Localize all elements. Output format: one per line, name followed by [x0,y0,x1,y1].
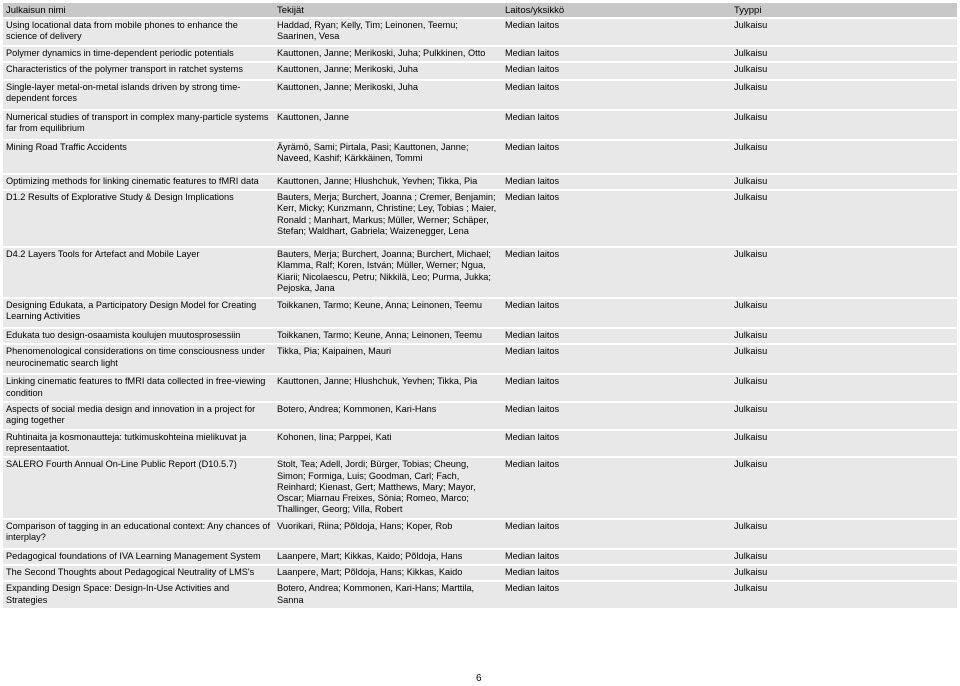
publication-title: The Second Thoughts about Pedagogical Neutrality of LMS's [3,565,274,581]
table-row [3,62,957,80]
table-row [3,519,957,549]
page-number: 6 [476,673,482,684]
table-row [3,430,957,458]
publication-department: Median laitos [502,18,731,46]
publication-title: Optimizing methods for linking cinematic features to fMRI data [3,174,274,190]
publication-authors: Bauters, Merja; Burchert, Joanna ; Cremer, Benjamin; Kerr, Micky; Kunzmann, Christine; Ley, Tobias ; Maier, Ronald ; Manhart, Markus; Müller, Werner; Schäper, Stefan; Waldhart, Gabriela; Waizenegger, Lena [274,190,502,247]
publication-title: Using locational data from mobile phones to enhance the science of delivery [3,18,274,46]
header-department: Laitos/yksikkö [502,3,731,18]
publication-authors: Kauttonen, Janne; Hlushchuk, Yevhen; Tikka, Pia [274,374,502,402]
publication-title: Phenomenological considerations on time consciousness under neurocinematic search light [3,344,274,374]
publication-title: Expanding Design Space: Design-In-Use Activities and Strategies [3,581,274,609]
publication-department: Median laitos [502,328,731,344]
publication-title: Edukata tuo design-osaamista koulujen muutosprosessiin [3,328,274,344]
publication-department: Median laitos [502,519,731,549]
publication-title: SALERO Fourth Annual On-Line Public Report (D10.5.7) [3,457,274,518]
table-row [3,174,957,190]
publication-department: Median laitos [502,46,731,62]
publication-department: Median laitos [502,247,731,298]
publication-department: Median laitos [502,581,731,609]
publication-type: Julkaisu [731,247,957,298]
publication-authors: Äyrämö, Sami; Pirtala, Pasi; Kauttonen, Janne; Naveed, Kashif; Kärkkäinen, Tommi [274,140,502,174]
publication-title: D1.2 Results of Explorative Study & Design Implications [3,190,274,247]
publication-title: Ruhtinaita ja kosmonautteja: tutkimuskohteina mielikuvat ja representaatiot. [3,430,274,458]
publication-authors: Kauttonen, Janne; Merikoski, Juha [274,80,502,110]
publication-type: Julkaisu [731,174,957,190]
publication-department: Median laitos [502,174,731,190]
table-row [3,46,957,62]
publication-authors: Stolt, Tea; Adell, Jordi; Bürger, Tobias; Cheung, Simon; Formiga, Luis; Goodman, Carl; Fach, Reinhard; Kienast, Gert; Matthews, Mary; Mayor, Oscar; Miarnau Freixes, Sònia; Romeo, Marco; Thallinger, Georg; Villa, Robert [274,457,502,518]
publication-authors: Bauters, Merja; Burchert, Joanna; Burchert, Michael; Klamma, Ralf; Koren, István; Müller, Werner; Ngua, Kiarii; Nicolaescu, Petru; Nikkilä, Leo; Purma, Jukka; Pejoska, Jana [274,247,502,298]
publication-department: Median laitos [502,80,731,110]
publication-type: Julkaisu [731,565,957,581]
publication-list [3,3,957,610]
publication-authors: Haddad, Ryan; Kelly, Tim; Leinonen, Teemu; Saarinen, Vesa [274,18,502,46]
publication-department: Median laitos [502,110,731,140]
publication-title: Mining Road Traffic Accidents [3,140,274,174]
publication-type: Julkaisu [731,344,957,374]
publication-type: Julkaisu [731,457,957,518]
publication-title: Aspects of social media design and innovation in a project for aging together [3,402,274,430]
header-authors: Tekijät [274,3,502,18]
publication-title: Linking cinematic features to fMRI data collected in free-viewing condition [3,374,274,402]
table-row [3,247,957,298]
publication-type: Julkaisu [731,140,957,174]
header-row [3,3,957,18]
table-row [3,565,957,581]
publication-authors: Kauttonen, Janne [274,110,502,140]
table-row [3,110,957,140]
publication-authors: Kohonen, Iina; Parppei, Kati [274,430,502,458]
table-row [3,374,957,402]
publication-type: Julkaisu [731,328,957,344]
publications-table [3,3,957,610]
publication-authors: Laanpere, Mart; Põldoja, Hans; Kikkas, Kaido [274,565,502,581]
publication-department: Median laitos [502,344,731,374]
publication-authors: Toikkanen, Tarmo; Keune, Anna; Leinonen, Teemu [274,328,502,344]
publication-authors: Tikka, Pia; Kaipainen, Mauri [274,344,502,374]
table-row [3,140,957,174]
table-row [3,298,957,328]
publication-authors: Kauttonen, Janne; Merikoski, Juha; Pulkkinen, Otto [274,46,502,62]
publication-department: Median laitos [502,565,731,581]
publication-title: D4.2 Layers Tools for Artefact and Mobile Layer [3,247,274,298]
publication-authors: Toikkanen, Tarmo; Keune, Anna; Leinonen, Teemu [274,298,502,328]
publication-department: Median laitos [502,549,731,565]
table-row [3,549,957,565]
publication-department: Median laitos [502,430,731,458]
publication-department: Median laitos [502,298,731,328]
publication-type: Julkaisu [731,110,957,140]
publication-title: Pedagogical foundations of IVA Learning Management System [3,549,274,565]
publication-type: Julkaisu [731,581,957,609]
publication-type: Julkaisu [731,374,957,402]
table-row [3,80,957,110]
publication-department: Median laitos [502,190,731,247]
publication-title: Designing Edukata, a Participatory Design Model for Creating Learning Activities [3,298,274,328]
publication-department: Median laitos [502,140,731,174]
publication-authors: Kauttonen, Janne; Merikoski, Juha [274,62,502,80]
header-name: Julkaisun nimi [3,3,274,18]
publication-authors: Vuorikari, Riina; Põldoja, Hans; Koper, Rob [274,519,502,549]
publication-type: Julkaisu [731,190,957,247]
table-row [3,402,957,430]
publication-department: Median laitos [502,62,731,80]
table-row [3,190,957,247]
publication-authors: Botero, Andrea; Kommonen, Kari-Hans [274,402,502,430]
publication-department: Median laitos [502,374,731,402]
publication-authors: Laanpere, Mart; Kikkas, Kaido; Põldoja, Hans [274,549,502,565]
publication-type: Julkaisu [731,18,957,46]
table-row [3,581,957,609]
publication-authors: Kauttonen, Janne; Hlushchuk, Yevhen; Tikka, Pia [274,174,502,190]
publication-title: Single-layer metal-on-metal islands driven by strong time-dependent forces [3,80,274,110]
publication-title: Polymer dynamics in time-dependent periodic potentials [3,46,274,62]
publication-type: Julkaisu [731,46,957,62]
publication-title: Comparison of tagging in an educational context: Any chances of interplay? [3,519,274,549]
publication-title: Numerical studies of transport in complex many-particle systems far from equilibrium [3,110,274,140]
publication-type: Julkaisu [731,80,957,110]
publication-department: Median laitos [502,457,731,518]
table-row [3,18,957,46]
publication-type: Julkaisu [731,549,957,565]
table-row [3,344,957,374]
publication-department: Median laitos [502,402,731,430]
publication-type: Julkaisu [731,430,957,458]
table-row [3,328,957,344]
publication-authors: Botero, Andrea; Kommonen, Kari-Hans; Marttila, Sanna [274,581,502,609]
publication-title: Characteristics of the polymer transport in ratchet systems [3,62,274,80]
table-row [3,457,957,518]
publication-type: Julkaisu [731,519,957,549]
header-type: Tyyppi [731,3,957,18]
publication-type: Julkaisu [731,402,957,430]
publication-type: Julkaisu [731,298,957,328]
publication-type: Julkaisu [731,62,957,80]
